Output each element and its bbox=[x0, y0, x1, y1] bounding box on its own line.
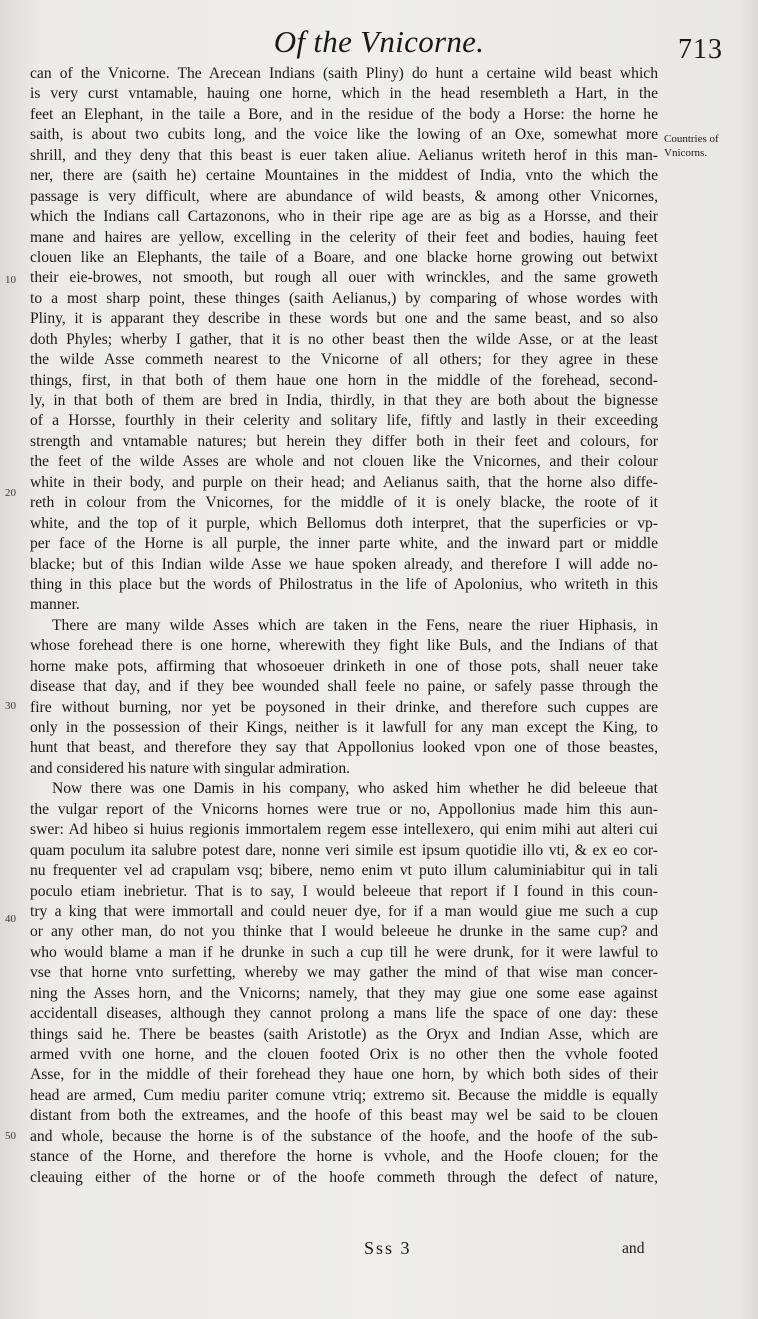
body-text bbox=[30, 64, 658, 1188]
text-line: vse that horne vnto surfetting, whereby we may gather the mind of that wise man concer- bbox=[30, 964, 658, 982]
text-line: swer: Ad hibeo si huius regionis immortalem regem esse intellexero, qui enim mihi aut alteri cui bbox=[30, 821, 658, 839]
text-line: head are armed, Cum mediu pariter comune vtriq; extremo sit. Because the middle is equally bbox=[30, 1086, 658, 1104]
text-line: manner. bbox=[30, 596, 80, 614]
text-line: distant from both the extreames, and the hoofe of this beast may wel be said to be clouen bbox=[30, 1107, 658, 1125]
text-line: and whole, because the horne is of the substance of the hoofe, and the hoofe of the sub- bbox=[30, 1127, 658, 1145]
text-line: or any other man, do not you thinke that I would beleeue he drunke in the same cup? and bbox=[30, 923, 658, 941]
text-line: doth Phyles; wherby I gather, that it is no other beast then the wilde Asse, or at the least bbox=[30, 330, 658, 348]
text-line: things, first, in that both of them haue one horn in the middle of the forehead, second- bbox=[30, 371, 658, 389]
text-line: saith, is about two cubits long, and the voice like the lowing of an Oxe, somewhat more bbox=[30, 126, 658, 144]
text-line: white, and the top of it purple, which Bellomus doth interpret, that the superficies or vp- bbox=[30, 514, 658, 532]
text-line: white in their body, and purple on their head; and Aelianus saith, that the horne also diffe- bbox=[30, 473, 658, 491]
text-line: quam poculum ita salubre potest dare, nonne veri simile est ipsum quotidie illo vti, & ex eo cor- bbox=[30, 841, 658, 859]
text-line: Now there was one Damis in his company, who asked him whether he did beleeue that bbox=[52, 780, 658, 798]
text-line: hunt that beast, and therefore they say that Appollonius looked vpon one of those beastes, bbox=[30, 739, 658, 757]
text-line: who would blame a man if he drunke in such a cup till he were drunk, for it were lawful to bbox=[30, 943, 658, 961]
text-line: clouen like an Elephants, the taile of a Boare, and one blacke horne growing out betwixt bbox=[30, 248, 658, 266]
text-line: the wilde Asse commeth nearest to the Vnicorne of all others; for they agree in these bbox=[30, 351, 658, 369]
text-line: blacke; but of this Indian wilde Asse we haue spoken already, and therefore I will adde no- bbox=[30, 555, 658, 573]
margin-note bbox=[664, 132, 756, 160]
text-line: is very curst vntamable, hauing one horne, which in the head resembleth a Hart, in the bbox=[30, 85, 658, 103]
catchword: and bbox=[622, 1240, 645, 1257]
line-number: 30 bbox=[5, 700, 16, 712]
page-number: 713 bbox=[678, 34, 723, 65]
running-head-title: Of the Vnicorne. bbox=[273, 24, 485, 59]
text-line: Pliny, it is apparant they describe in these words but one and the same beast, and so also bbox=[30, 310, 658, 328]
printer-signature: Sss 3 bbox=[364, 1238, 412, 1258]
text-line: things said he. There be beastes (saith Aristotle) as the Oryx and Indian Asse, which are bbox=[30, 1025, 658, 1043]
text-line: per face of the Horne is all purple, the inner parte white, and the inward part or middle bbox=[30, 535, 658, 553]
text-line: There are many wilde Asses which are taken in the Fens, neare the riuer Hiphasis, in bbox=[52, 616, 658, 634]
text-line: poculo etiam inebrietur. That is to say, I would beleeue that report if I found in this coun- bbox=[30, 882, 658, 900]
text-line: ning the Asses horn, and the Vnicorns; namely, that they may giue one some ease against bbox=[30, 984, 658, 1002]
text-line: Asse, for in the middle of their forehead they haue one horn, by which both sides of their bbox=[30, 1066, 658, 1084]
text-line: ner, there are (saith he) certaine Mountaines in the middest of India, vnto the which the bbox=[30, 167, 658, 185]
line-number: 50 bbox=[5, 1130, 16, 1142]
text-line: horne make pots, affirming that whosoeuer drinketh in one of those pots, shall neuer take bbox=[30, 657, 658, 675]
text-line: try a king that were immortall and could neuer dye, for if a man would giue me such a cup bbox=[30, 902, 658, 920]
text-line: which the Indians call Cartazonons, who in their ripe age are as big as a Horsse, and their bbox=[30, 208, 658, 226]
text-line: mane and haires are yellow, excelling in the celerity of their feet and bodies, hauing feet bbox=[30, 228, 658, 246]
text-line: strength and vntamable natures; but herein they differ both in their feet and colours, for bbox=[30, 432, 658, 450]
text-line: fire without burning, nor yet be poysoned in their drinke, and therefore such cuppes are bbox=[30, 698, 658, 716]
line-number: 40 bbox=[5, 913, 16, 925]
text-line: shrill, and they deny that this beast is euer taken aliue. Aelianus writeth herof in this man- bbox=[30, 146, 658, 164]
text-line: of a Horsse, fourthly in their celerity and solitary life, fiftly and lastly in their exceeding bbox=[30, 412, 658, 430]
margin-note-line: Vnicorns. bbox=[664, 147, 708, 159]
text-line: reth in colour from the Vnicornes, for the middle of it is onely blacke, the roote of it bbox=[30, 494, 658, 512]
text-line: disease that day, and if they bee wounded shall feele no paine, or safely passe through the bbox=[30, 678, 658, 696]
text-line: their eie-browes, not smooth, but rough all ouer with wrinckles, and the same groweth bbox=[30, 269, 658, 287]
text-line: whose forehead there is one horne, wherewith they fight like Buls, and the Indians of that bbox=[30, 637, 658, 655]
text-line: the feet of the wilde Asses are whole and not clouen like the Vnicornes, and their colour bbox=[30, 453, 658, 471]
text-line: armed vvith one horne, and the clouen footed Orix is no other then the vvhole footed bbox=[30, 1046, 658, 1063]
text-line: passage is very difficult, where are abundance of wild beasts, & among other Vnicornes, bbox=[30, 187, 658, 205]
margin-note-line: Countries of bbox=[664, 133, 719, 145]
text-line: only in the possession of their Kings, neither is it lawfull for any man except the King, to bbox=[30, 719, 658, 736]
line-number: 20 bbox=[5, 487, 16, 499]
text-line: cleauing either of the horne or of the hoofe commeth through the defect of nature, bbox=[30, 1168, 658, 1186]
text-line: nu frequenter vel ad crapulam vsq; bibere, nemo enim vt puto illum caluminiabitur qui in tali bbox=[30, 862, 658, 880]
text-line: stance of the Horne, and therefore the horne is vvhole, and the Hoofe clouen; for the bbox=[30, 1148, 658, 1166]
text-line: feet an Elephant, in the taile a Bore, and in the residue of the body a Horse: the horne he bbox=[30, 105, 658, 123]
text-line: accidentall diseases, although they cannot prolong a mans life the space of one day: these bbox=[30, 1005, 658, 1023]
text-line: can of the Vnicorne. The Arecean Indians (saith Pliny) do hunt a certaine wild beast which bbox=[30, 65, 658, 82]
line-number: 10 bbox=[5, 274, 16, 286]
text-line: to a most sharp point, these thinges (saith Aelianus,) by comparing of whose wordes with bbox=[30, 289, 658, 307]
text-line: the vulgar report of the Vnicorns hornes were true or no, Appollonius made him this aun- bbox=[30, 800, 658, 818]
text-line: and considered his nature with singular admiration. bbox=[30, 759, 351, 777]
text-line: ly, in that both of them are bred in India, thirdly, in that they are both about the bignesse bbox=[30, 392, 658, 409]
text-line: thing in this place but the words of Philostratus in the life of Apolonius, who writeth in this bbox=[30, 575, 658, 593]
